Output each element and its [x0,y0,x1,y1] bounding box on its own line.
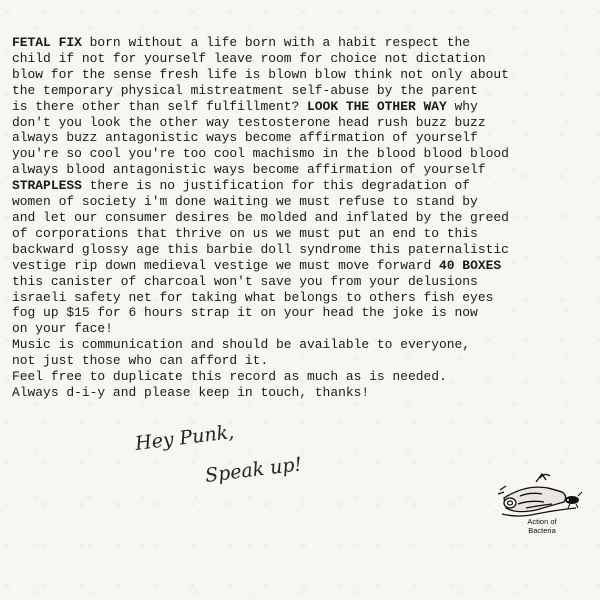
lyric-line: why [446,98,478,114]
lyric-line: and let our consumer desires be molded and inflated by the greed [12,209,509,225]
logo-caption-line-1: Action of [527,517,557,526]
notice-line: Music is communication and should be available to everyone, [12,337,471,352]
lyric-line: is there other than self fulfillment? [12,98,308,114]
lyric-line: don't you look the other way testosterone head rush buzz buzz [12,114,486,130]
lyric-line: there is no justification for this degradation of [81,178,471,194]
logo-caption-line-2: Bacteria [528,526,556,535]
diy-notice [12,337,596,401]
handwritten-line-1: Hey Punk, [133,421,236,455]
lyric-line: this canister of charcoal won't save you from your delusions [12,273,478,289]
lyric-line: born without a life born with a habit respect the [81,35,471,50]
lyric-line: of corporations that thrive on us we must put an end to this [12,225,478,241]
lyric-line: the temporary physical mistreatment self-abuse by the parent [12,82,478,98]
action-of-bacteria-logo [496,470,588,536]
lyric-line: fog up $15 for 6 hours strap it on your head the joke is now [12,305,478,321]
bug-icon [562,492,582,508]
lyric-line: you're so cool you're too cool machismo in the blood blood blood [12,146,509,162]
lyric-line: child if not for yourself leave room for choice not dictation [12,50,486,66]
song-title-look-the-other-way: LOOK THE OTHER WAY [307,98,447,114]
notice-line: Always d-i-y and please keep in touch, thanks! [12,384,370,400]
lyrics-block [12,35,596,337]
song-title-strapless: STRAPLESS [12,178,82,194]
lyric-line: on your face! [12,321,113,337]
handwritten-note [132,420,352,500]
handwritten-line-2: Speak up! [203,453,304,487]
song-title-fetal-fix: FETAL FIX [12,35,82,50]
lyric-line: israeli safety net for taking what belongs to others fish eyes [12,289,494,305]
lyric-line: backward glossy age this barbie doll syndrome this paternalistic [12,241,509,257]
notice-line: Feel free to duplicate this record as much as is needed. [12,368,447,384]
lyric-line: women of society i'm done waiting we must refuse to stand by [12,194,478,210]
notice-line: not just those who can afford it. [12,352,269,368]
lyric-line: always buzz antagonistic ways become affirmation of yourself [12,130,478,146]
lyric-line: vestige rip down medieval vestige we must move forward [12,257,440,273]
song-title-40-boxes: 40 BOXES [439,257,502,273]
lyric-line: blow for the sense fresh life is blown blow think not only about [12,66,509,82]
lyric-line: always blood antagonistic ways become affirmation of yourself [12,162,486,178]
